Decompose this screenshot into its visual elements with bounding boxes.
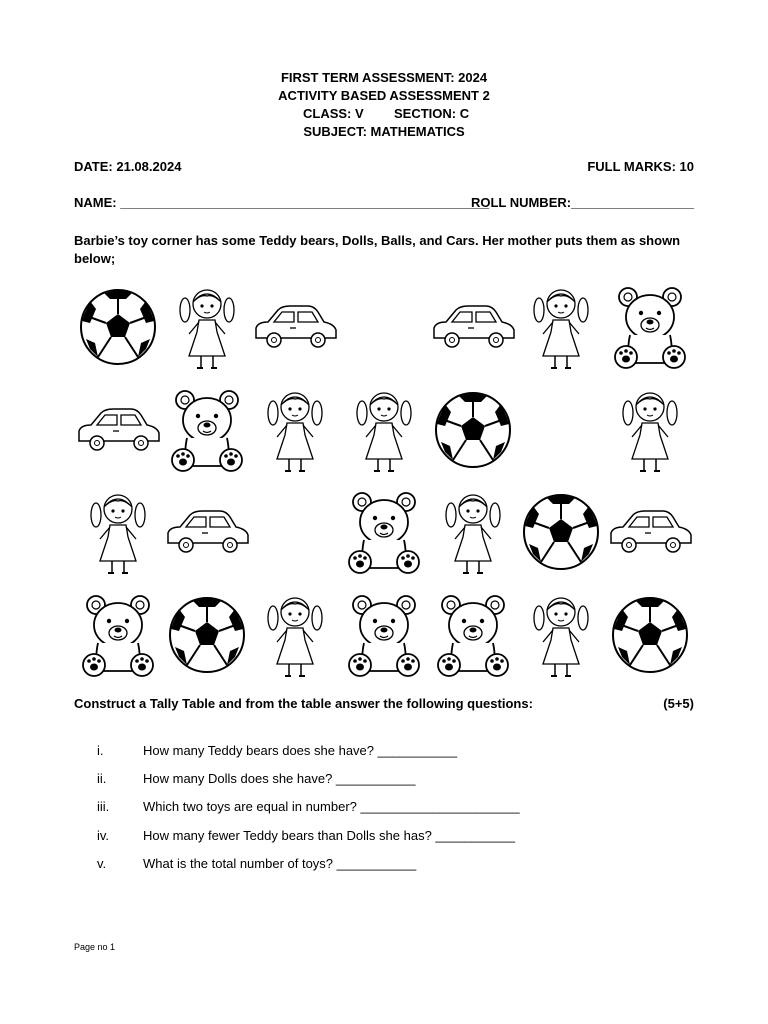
section-label: SECTION: C bbox=[394, 106, 470, 121]
doll-icon bbox=[86, 487, 150, 582]
instruction-text: Construct a Tally Table and from the table answer the following questions: bbox=[74, 696, 533, 711]
car-icon bbox=[605, 507, 695, 562]
question-number: i. bbox=[97, 743, 104, 758]
date-label: DATE: 21.08.2024 bbox=[74, 159, 182, 174]
teddy-icon bbox=[344, 488, 424, 581]
ball-icon bbox=[521, 492, 601, 577]
car-icon bbox=[73, 405, 163, 460]
teddy-icon bbox=[433, 591, 513, 684]
name-field[interactable]: NAME: ___________________________________________________ bbox=[74, 195, 489, 210]
ball-icon bbox=[78, 287, 158, 372]
header-line-2: ACTIVITY BASED ASSESSMENT 2 bbox=[278, 88, 490, 103]
doll-icon bbox=[352, 385, 416, 480]
question-text: How many fewer Teddy bears than Dolls she has? ___________ bbox=[143, 828, 515, 843]
teddy-icon bbox=[610, 283, 690, 376]
car-icon bbox=[250, 302, 340, 357]
doll-icon bbox=[263, 385, 327, 480]
question-text: What is the total number of toys? ___________ bbox=[143, 856, 417, 871]
toy-grid bbox=[74, 276, 694, 686]
car-icon bbox=[162, 507, 252, 562]
question-text: How many Dolls does she have? ___________ bbox=[143, 771, 416, 786]
doll-icon bbox=[529, 282, 593, 377]
question-text: Which two toys are equal in number? ______________________ bbox=[143, 799, 520, 814]
marks-label: (5+5) bbox=[663, 696, 694, 711]
doll-icon bbox=[441, 487, 505, 582]
car-icon bbox=[428, 302, 518, 357]
doll-icon bbox=[529, 590, 593, 685]
roll-number-field[interactable]: ROLL NUMBER:_________________ bbox=[470, 195, 694, 210]
class-label: CLASS: V bbox=[303, 106, 364, 121]
header-line-1: FIRST TERM ASSESSMENT: 2024 bbox=[280, 70, 488, 85]
ball-icon bbox=[167, 595, 247, 680]
question-number: ii. bbox=[97, 771, 107, 786]
ball-icon bbox=[610, 595, 690, 680]
teddy-icon bbox=[344, 591, 424, 684]
page-number: Page no 1 bbox=[74, 942, 116, 952]
doll-icon bbox=[263, 590, 327, 685]
question-number: iii. bbox=[97, 799, 110, 814]
intro-line-2: below; bbox=[74, 251, 116, 266]
full-marks-label: FULL MARKS: 10 bbox=[587, 159, 694, 174]
doll-icon bbox=[175, 282, 239, 377]
teddy-icon bbox=[78, 591, 158, 684]
ball-icon bbox=[433, 390, 513, 475]
doll-icon bbox=[618, 385, 682, 480]
intro-line-1: Barbie’s toy corner has some Teddy bears, Dolls, Balls, and Cars. Her mother puts them as shown bbox=[74, 233, 681, 248]
teddy-icon bbox=[167, 386, 247, 479]
question-number: v. bbox=[97, 856, 107, 871]
question-text: How many Teddy bears does she have? ___________ bbox=[143, 743, 458, 758]
question-number: iv. bbox=[97, 828, 110, 843]
subject-label: SUBJECT: MATHEMATICS bbox=[303, 124, 465, 139]
